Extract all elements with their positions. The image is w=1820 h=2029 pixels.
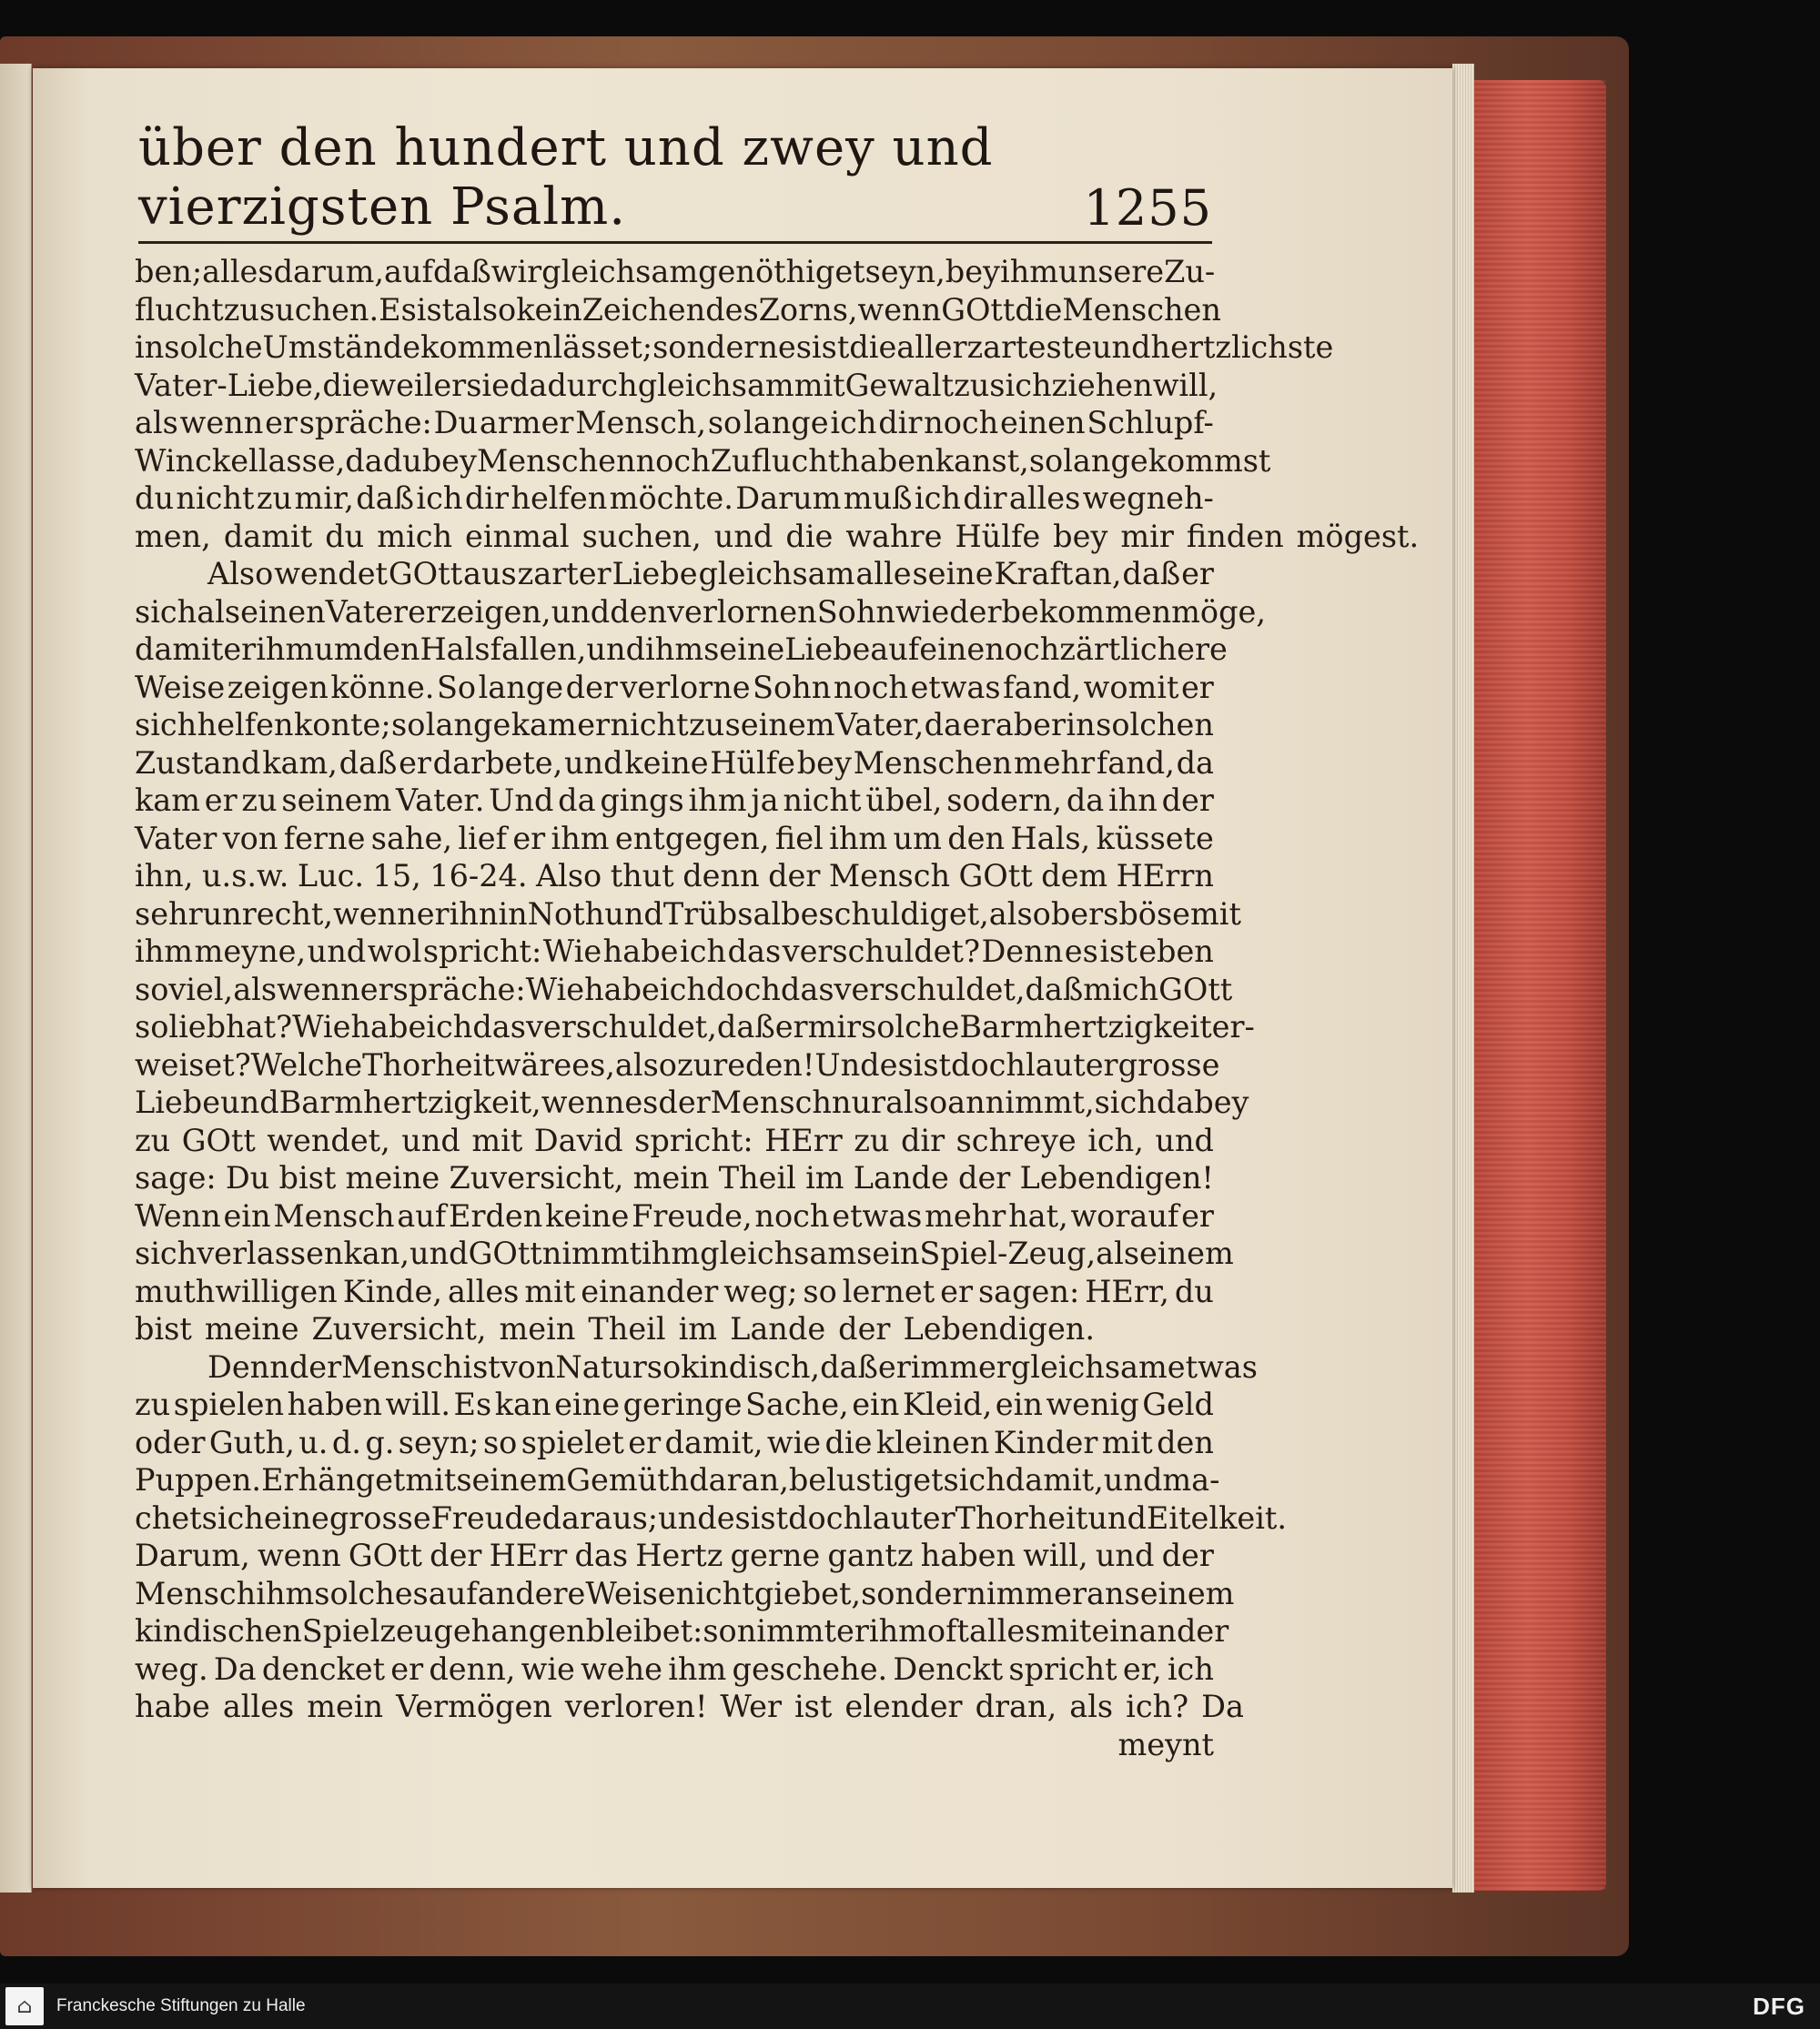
- text-line: sich helfen konte; so lange kam er nicht zu seinem Vater, da er aber in solchen: [135, 707, 1214, 742]
- header-rule: [138, 241, 1212, 244]
- text-line: Denn der Mensch ist von Natur so kindisch, daß er immer gleichsam etwas: [207, 1348, 1258, 1385]
- text-line: zu GOtt wendet, und mit David spricht: HErr zu dir schreye ich, und: [135, 1122, 1214, 1158]
- text-line: Liebe und Barmhertzigkeit, wenn es der Mensch nur also annimmt, sich dabey: [135, 1085, 1249, 1120]
- page-stack-edge: [1452, 64, 1474, 1893]
- institution-name: Franckesche Stiftungen zu Halle: [56, 1996, 306, 2015]
- text-line: damit er ihm um den Hals fallen, und ihm seine Liebe auf eine noch zärtlichere: [135, 631, 1228, 667]
- text-line: sich als einen Vater erzeigen, und den verlornen Sohn wieder bekommen möge,: [135, 593, 1267, 630]
- institution-logo-icon: ⌂: [5, 1987, 44, 2025]
- text-line: in solche Umstände kommen lässet; sondern es ist die allerzarteste und hertzlichste: [135, 329, 1334, 365]
- text-line: oder Guth, u. d. g. seyn; so spielet er damit, wie die kleinen Kinder mit den: [135, 1424, 1214, 1460]
- text-line: sage: Du bist meine Zuversicht, mein Theil im Lande der Lebendigen!: [135, 1160, 1214, 1196]
- text-line: zu spielen haben will. Es kan eine geringe Sache, ein Kleid, ein wenig Geld: [135, 1387, 1214, 1422]
- text-line: Vater von ferne sahe, lief er ihm entgegen, fiel ihm um den Hals, küssete: [135, 820, 1214, 856]
- text-line: Wenn ein Mensch auf Erden keine Freude, noch etwas mehr hat, worauf er: [135, 1197, 1214, 1234]
- text-line: weiset? Welche Thorheit wäre es, also zu reden! Und es ist doch lauter grosse: [135, 1046, 1220, 1083]
- red-page-edges: [1474, 80, 1606, 1891]
- text-line: flucht zu suchen. Es ist also kein Zeichen des Zorns, wenn GOtt die Menschen: [135, 291, 1221, 328]
- text-line: Puppen. Er hänget mit seinem Gemüth daran, belustiget sich damit, und ma-: [135, 1462, 1220, 1498]
- text-line: habe alles mein Vermögen verloren! Wer ist elender dran, als ich? Da: [135, 1689, 1244, 1724]
- running-title: über den hundert und zwey und vierzigsten Psalm.: [138, 118, 994, 237]
- text-line: bist meine Zuversicht, mein Theil im Lande der Lebendigen.: [135, 1311, 1096, 1347]
- text-line: Zustand kam, daß er darbete, und keine Hülfe bey Menschen mehr fand, da: [135, 744, 1214, 781]
- page-number: 1255: [1083, 179, 1212, 237]
- text-line: du nicht zu mir, daß ich dir helfen möchte. Darum muß ich dir alles wegneh-: [135, 480, 1214, 516]
- text-line: als wenn er spräche: Du armer Mensch, so lange ich dir noch einen Schlupf-: [135, 405, 1214, 440]
- text-line: kam er zu seinem Vater. Und da gings ihm ja nicht übel, sodern, da ihn der: [135, 782, 1214, 818]
- text-line: muthwilligen Kinde, alles mit einander weg; so lernet er sagen: HErr, du: [135, 1273, 1214, 1309]
- text-line: men, damit du mich einmal suchen, und die wahre Hülfe bey mir finden mögest.: [135, 518, 1420, 554]
- text-line: so lieb hat? Wie habe ich das verschuldet, daß er mir solche Barmhertzigkeit er-: [135, 1009, 1255, 1045]
- footer-bar: [0, 1984, 1820, 2029]
- text-line: weg. Da dencket er denn, wie wehe ihm geschehe. Denckt spricht er, ich: [135, 1650, 1214, 1687]
- text-line: ben; alles darum, auf daß wir gleichsam genöthiget seyn, bey ihm unsere Zu-: [135, 254, 1216, 289]
- text-line: Darum, wenn GOtt der HErr das Hertz gerne gantz haben will, und der: [135, 1538, 1214, 1573]
- text-line: so viel, als wenn er spräche: Wie habe ich doch das verschuldet, daß mich GOtt: [135, 971, 1233, 1007]
- text-line: Mensch ihm solches auf andere Weise nicht giebet, sondern immer an seinem: [135, 1575, 1235, 1611]
- running-header: [138, 118, 1212, 237]
- catchword: meynt: [1117, 1726, 1214, 1762]
- body-text: [135, 253, 1420, 1762]
- text-line: Winckel lasse, da du bey Menschen noch Zuflucht haben kanst, so lange kommst: [135, 442, 1271, 479]
- text-line: ihm meyne, und wol spricht: Wie habe ich das verschuldet? Denn es ist eben: [135, 934, 1214, 969]
- text-line: Also wendet GOtt aus zarter Liebe gleichsam alle seine Kraft an, daß er: [207, 556, 1214, 591]
- text-line: Weise zeigen könne. So lange der verlorne Sohn noch etwas fand, womit er: [135, 669, 1214, 705]
- dfg-badge: DFG: [1753, 1992, 1805, 2020]
- text-line: kindischen Spielzeuge hangen bleibet: so nimmt er ihm oft alles mit einander: [135, 1613, 1229, 1649]
- left-page-edge: [0, 64, 32, 1893]
- text-line: chet sich eine grosse Freude daraus; und es ist doch lauter Thorheit und Eitelkeit.: [135, 1499, 1288, 1536]
- text-line: ihn, u.s.w. Luc. 15, 16-24. Also thut denn der Mensch GOtt dem HErrn: [135, 858, 1214, 893]
- text-line: Vater-Liebe, dieweil er sie dadurch gleichsam mit Gewalt zu sich ziehen will,: [135, 367, 1218, 403]
- text-line: sich verlassen kan, und GOtt nimmt ihm gleichsam sein Spiel-Zeug, als einem: [135, 1236, 1234, 1271]
- text-line: sehr unrecht, wenn er ihn in Noth und Trübsal beschuldiget, als ob ers böse mit: [135, 895, 1241, 932]
